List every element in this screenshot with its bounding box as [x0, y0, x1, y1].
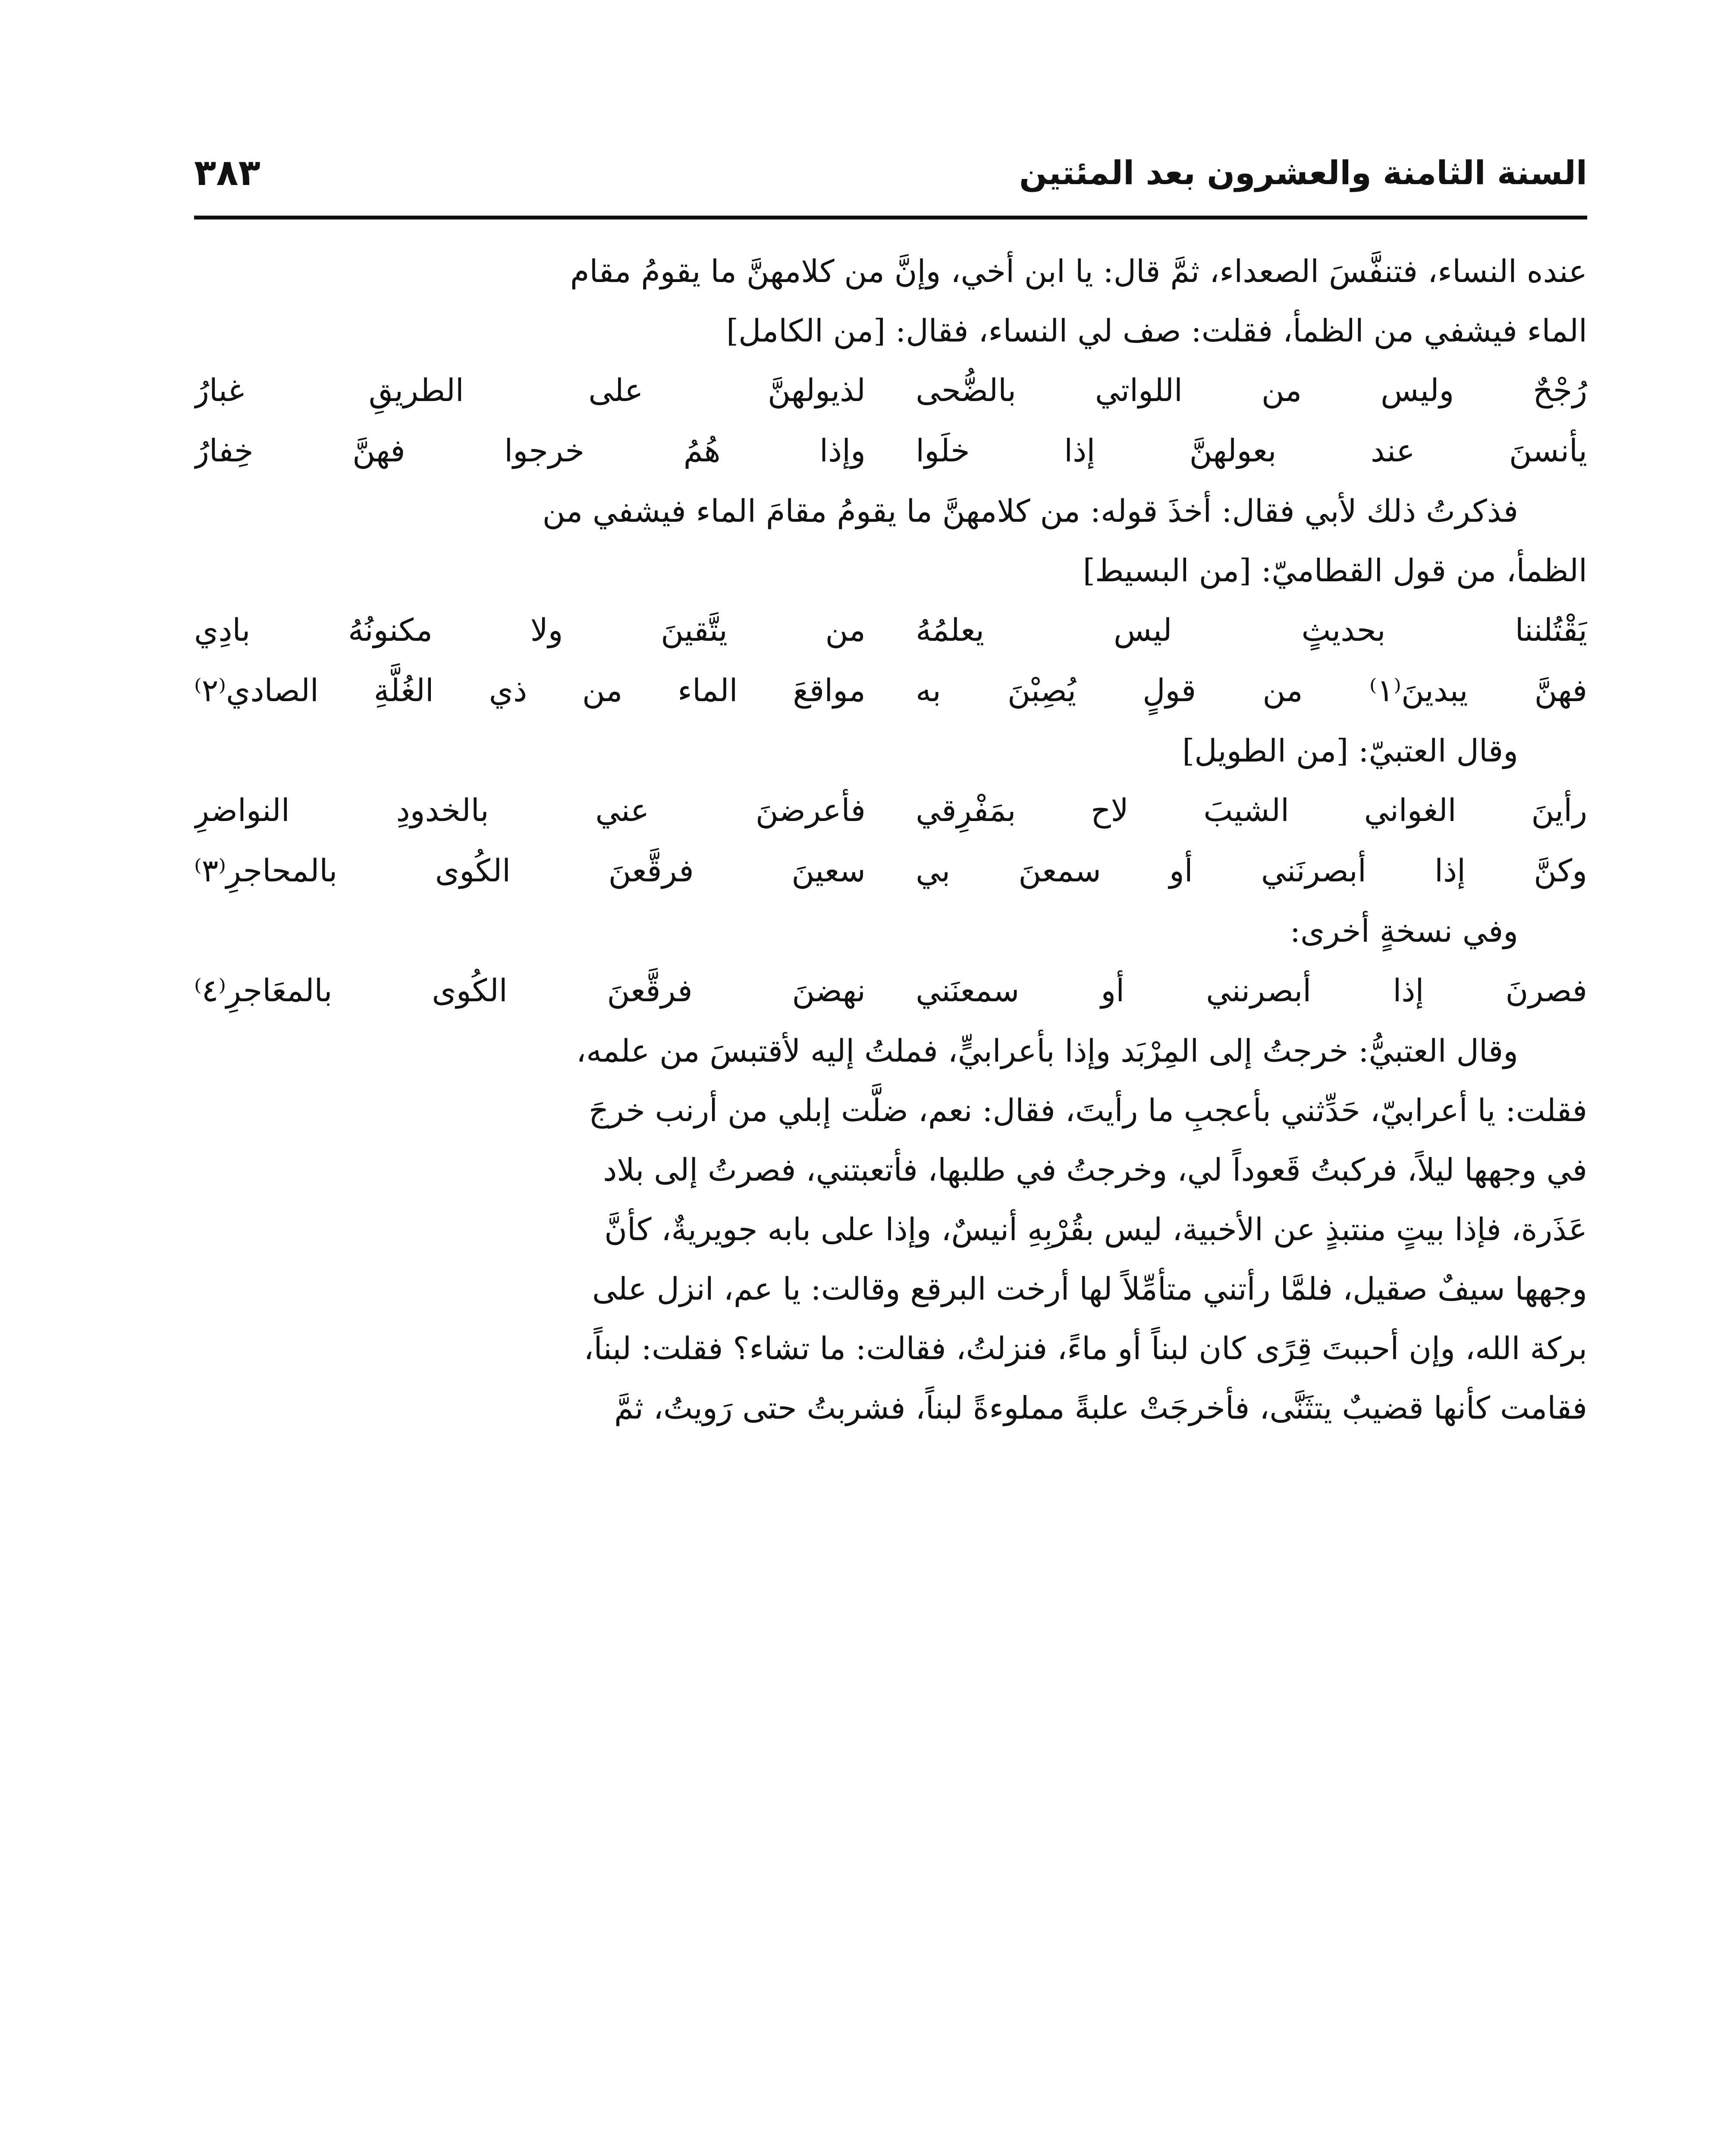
paragraph-line: في وجهها ليلاً، فركبتُ قَعوداً لي، وخرجتُ في طلبها، فأتعبتني، فصرتُ إلى بلاد: [603, 1152, 1587, 1188]
page-header: [194, 138, 1587, 207]
verse-first-hemistich: رأينَ الغواني الشيبَ لاح بمَفْرِقي: [916, 792, 1587, 828]
verse-line: [194, 841, 1587, 901]
verse-second-hemistich: فأعرضنَ عني بالخدودِ النواضرِ: [194, 792, 866, 828]
verse-line: [194, 600, 1587, 661]
paragraph-line: فذكرتُ ذلك لأبي فقال: أخذَ قوله: من كلامهنَّ ما يقومُ مقامَ الماء فيشفي من: [542, 493, 1518, 529]
verse-second-hemistich: وإذا هُمُ خرجوا فهنَّ خِفارُ: [194, 432, 866, 469]
verse-second-hemistich: نهضنَ فرقَّعنَ الكُوى بالمعَاجرِ⁽٤⁾: [194, 972, 866, 1009]
verse-second-hemistich: لذيولهنَّ على الطريقِ غبارُ: [194, 372, 866, 408]
verse-first-hemistich: فهنَّ يبدينَ⁽١⁾ من قولٍ يُصِبْنَ به: [916, 672, 1587, 708]
paragraph-line: فقامت كأنها قضيبٌ يتثَنَّى، فأخرجَتْ علبةً مملوءةً لبناً، فشربتُ حتى رَويتُ، ثمَّ: [614, 1390, 1587, 1426]
paragraph-line: بركة الله، وإن أحببتَ قِرًى كان لبناً أو ماءً، فنزلتُ، فقالت: ما تشاء؟ فقلت: لبناً،: [584, 1330, 1587, 1366]
running-title: السنة الثامنة والعشرون بعد المئتين: [1019, 153, 1587, 192]
verse-second-hemistich: مواقعَ الماء من ذي الغُلَّةِ الصادي⁽٢⁾: [194, 672, 866, 708]
verse-second-hemistich: سعينَ فرقَّعنَ الكُوى بالمحاجرِ⁽٣⁾: [194, 852, 866, 889]
paragraph-line: وقال العتبيُّ: خرجتُ إلى المِرْبَد وإذا بأعرابيٍّ، فملتُ إليه لأقتبسَ من علمه،: [576, 1033, 1518, 1069]
verse-line: [194, 661, 1587, 721]
page-number: ٣٨٣: [194, 151, 261, 194]
header-rule: [194, 216, 1587, 219]
paragraph-line: فقلت: يا أعرابيّ، حَدِّثني بأعجبِ ما رأيتَ، فقال: نعم، ضلَّت إبلي من أرنب خرجَ: [588, 1092, 1587, 1128]
poem-introduction: وقال العتبيّ: [من الطويل]: [1182, 733, 1518, 769]
verse-line: [194, 780, 1587, 841]
paragraph-line: وجهها سيفٌ صقيل، فلمَّا رأتني متأمِّلاً لها أرخت البرقع وقالت: يا عم، انزل على: [592, 1271, 1587, 1307]
verse-line: [194, 961, 1587, 1021]
paragraph-line: عنده النساء، فتنفَّسَ الصعداء، ثمَّ قال: يا ابن أخي، وإنَّ من كلامهنَّ ما يقومُ مقام: [570, 253, 1587, 289]
verse-second-hemistich: من يتَّقينَ ولا مكنونُهُ بادِي: [194, 612, 866, 648]
verse-line: [194, 360, 1587, 421]
verse-first-hemistich: رُجْحٌ وليس من اللواتي بالضُّحى: [916, 372, 1587, 408]
paragraph-line: الظمأ، من قول القطاميّ: [من البسيط]: [1083, 552, 1587, 589]
paragraph-line: الماء فيشفي من الظمأ، فقلت: صف لي النساء، فقال: [من الكامل]: [726, 313, 1587, 349]
verse-first-hemistich: فصرنَ إذا أبصرنني أو سمعنَني: [916, 972, 1587, 1009]
paragraph-line: عَذَرة، فإذا بيتٍ منتبذٍ عن الأخبية، ليس بقُرْبِهِ أنيسٌ، وإذا على بابه جويريةٌ، كأنَّ: [604, 1211, 1587, 1247]
variant-note: وفي نسخةٍ أخرى:: [1290, 913, 1518, 949]
verse-first-hemistich: يأنسنَ عند بعولهنَّ إذا خلَوا: [916, 432, 1587, 469]
main-text: [194, 241, 1587, 2152]
verse-first-hemistich: يَقْتُلننا بحديثٍ ليس يعلمُهُ: [916, 612, 1587, 648]
verse-first-hemistich: وكنَّ إذا أبصرنَني أو سمعنَ بي: [916, 852, 1587, 889]
verse-line: [194, 421, 1587, 481]
